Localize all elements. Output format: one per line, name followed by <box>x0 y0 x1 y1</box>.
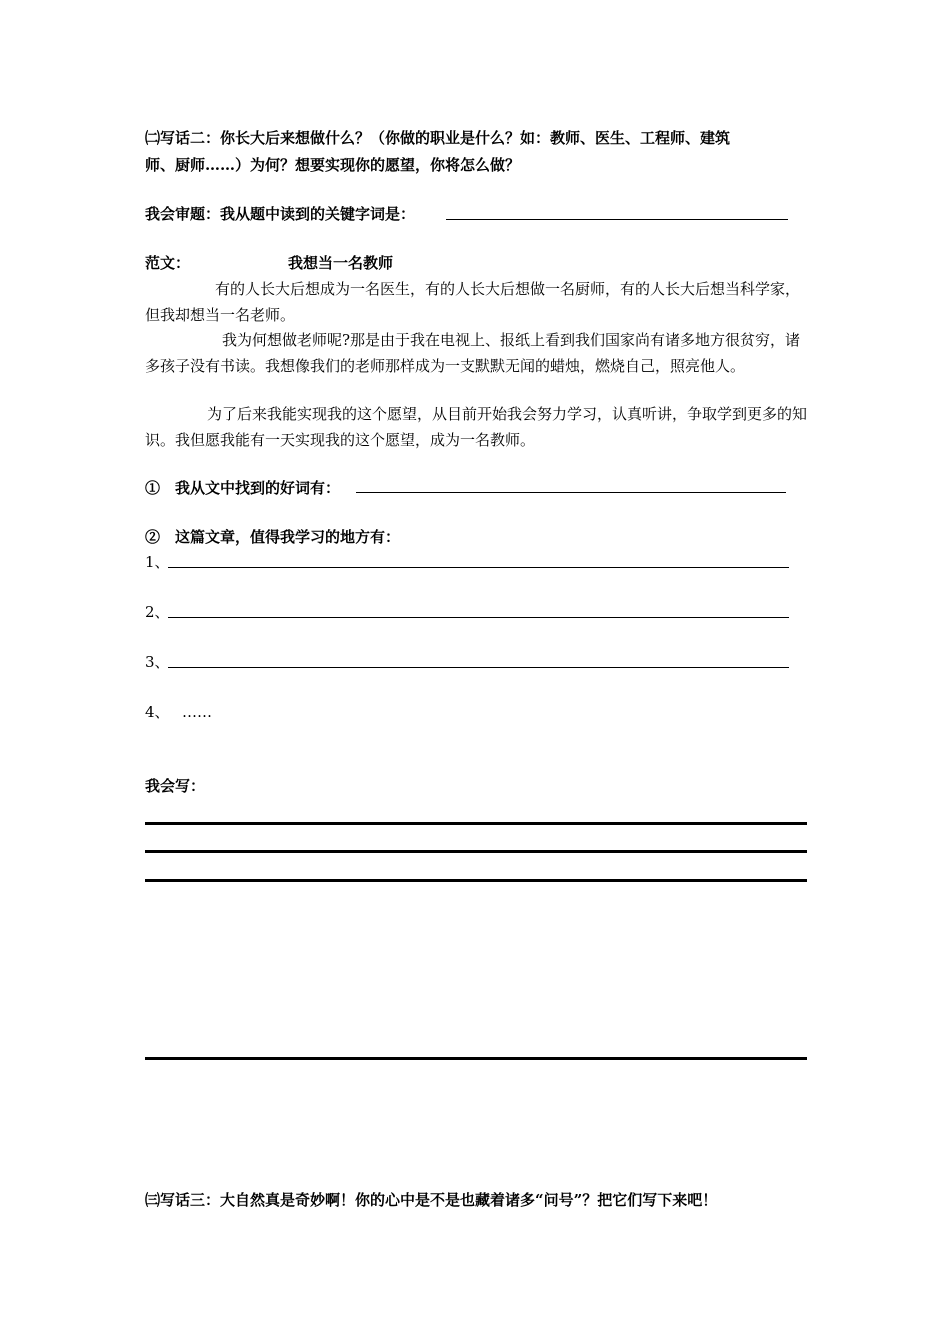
item-answer-line-2[interactable] <box>168 617 789 618</box>
model-essay-label: 范文： <box>145 254 191 272</box>
good-words-answer-line[interactable] <box>356 492 786 493</box>
item-answer-line-3[interactable] <box>168 667 789 668</box>
writing-line-3[interactable] <box>145 879 807 882</box>
item-answer-line-1[interactable] <box>168 567 789 568</box>
model-essay-title: 我想当一名教师 <box>288 254 394 272</box>
item-number-2: 2、 <box>145 603 170 621</box>
writing-line-1[interactable] <box>145 822 807 825</box>
prompt2-line2: 师、厨师……）为何？想要实现你的愿望，你将怎么做？ <box>145 156 521 174</box>
essay-paragraph-2: 我为何想做老师呢?那是由于我在电视上、报纸上看到我们国家尚有诸多地方很贫穷，诸多孩子没有书读。我想像我们的老师那样成为一支默默无闻的蜡烛，燃烧自己，照亮他人。 <box>145 331 801 375</box>
essay-paragraph-1: 有的人长大后想成为一名医生，有的人长大后想做一名厨师，有的人长大后想当科学家，但我却想当一名老师。 <box>145 280 801 324</box>
writing-line-2[interactable] <box>145 850 807 853</box>
item-ellipsis: …… <box>182 703 212 721</box>
analysis-label: 我会审题：我从题中读到的关键字词是： <box>145 205 416 223</box>
essay-paragraph-3: 为了后来我能实现我的这个愿望，从目前开始我会努力学习，认真听讲，争取学到更多的知识。我但愿我能有一天实现我的这个愿望，成为一名教师。 <box>145 405 808 449</box>
prompt2-line1: ㈡写话二：你长大后来想做什么？（你做的职业是什么？如：教师、医生、工程师、建筑 <box>145 129 731 147</box>
writing-label: 我会写： <box>145 777 206 795</box>
item-number-1: 1、 <box>145 553 170 571</box>
question2-label: ② 这篇文章，值得我学习的地方有： <box>145 528 401 546</box>
writing-line-4[interactable] <box>145 1057 807 1060</box>
keywords-answer-line[interactable] <box>446 219 788 220</box>
item-number-4: 4、 <box>145 703 170 721</box>
question1-label: ① 我从文中找到的好词有： <box>145 479 341 497</box>
item-number-3: 3、 <box>145 653 170 671</box>
prompt3-text: ㈢写话三：大自然真是奇妙啊！你的心中是不是也藏着诸多“问号”？把它们写下来吧！ <box>145 1191 718 1209</box>
